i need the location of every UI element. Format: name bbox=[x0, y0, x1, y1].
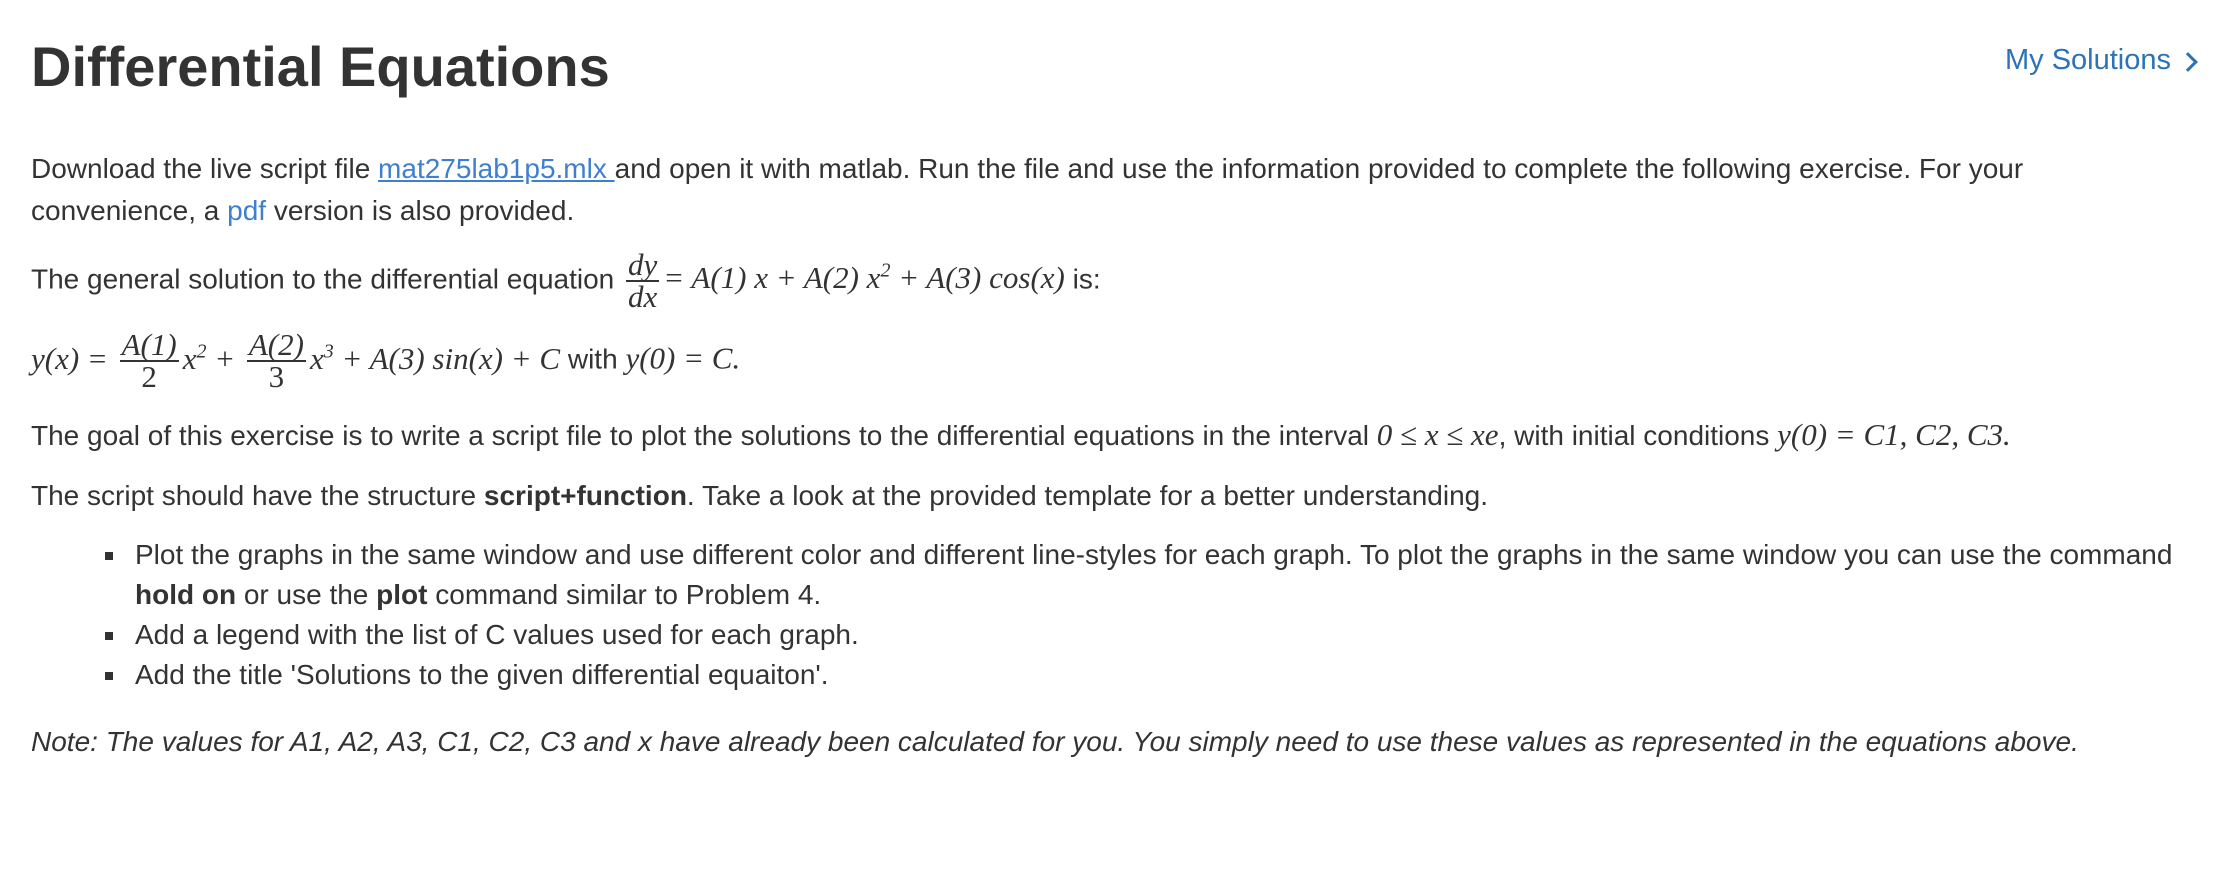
solution-x2: x bbox=[182, 340, 197, 376]
bullet1-text-3: command similar to Problem 4. bbox=[427, 579, 822, 611]
goal-paragraph bbox=[31, 414, 2181, 457]
solution-paragraph bbox=[31, 327, 2181, 395]
intro-text-1: Download the live script file bbox=[31, 153, 379, 184]
bullet1-bold-2: plot bbox=[376, 579, 428, 611]
general-suffix: is: bbox=[1072, 263, 1101, 295]
general-solution-paragraph bbox=[31, 247, 2181, 315]
list-item: Add a legend with the list of C values used for each graph. bbox=[135, 615, 2181, 655]
equation-rhs-a: = A(1) x + A(2) x bbox=[663, 260, 881, 296]
fraction-a2-den: 3 bbox=[268, 359, 285, 395]
bullet1-text-1: Plot the graphs in the same window and use different color and different line-styles for each graph. To plot the graphs in the same window you can use the command bbox=[135, 539, 2173, 571]
list-item: Add the title 'Solutions to the given differential equaiton'. bbox=[135, 655, 2181, 695]
problem-content bbox=[31, 148, 2181, 781]
goal-initial-conditions: y(0) = C1, C2, C3. bbox=[1777, 417, 2011, 453]
chevron-right-icon bbox=[2178, 52, 2198, 72]
solution-with: with bbox=[567, 343, 626, 375]
differential-equation: $\frac{dy}{dx}$ = A(1) x + A(2) $x^2 + A(3)$ cos(x) bbox=[628, 247, 1065, 315]
my-solutions-label: My Solutions bbox=[2004, 44, 2171, 76]
goal-interval: 0 ≤ x ≤ xe bbox=[1376, 417, 1499, 453]
solution-lhs: y(x) = bbox=[31, 340, 108, 376]
fraction-a1-den: 2 bbox=[141, 359, 157, 395]
pdf-link[interactable]: pdf bbox=[227, 195, 267, 226]
dy-dx-fraction bbox=[626, 247, 659, 315]
goal-mid-text: , with initial conditions bbox=[1498, 420, 1778, 452]
instruction-list bbox=[31, 535, 2181, 695]
solution-x3: x bbox=[309, 340, 324, 376]
intro-text-3: version is also provided. bbox=[266, 195, 575, 226]
structure-text-1: The script should have the structure bbox=[31, 480, 484, 512]
solution-initial-condition: y(0) = C. bbox=[625, 340, 741, 376]
fraction-a2 bbox=[247, 327, 306, 395]
fraction-a2-num: A(2) bbox=[248, 327, 304, 363]
fraction-a1-num: A(1) bbox=[121, 327, 177, 363]
structure-text-2: . Take a look at the provided template for a better understanding. bbox=[686, 480, 1489, 512]
structure-paragraph bbox=[31, 475, 2181, 517]
intro-text-2: and open it with matlab. Run the file and use the information provided to complete the following exercise. For your convenience, a bbox=[31, 153, 2024, 226]
intro-paragraph bbox=[31, 148, 2181, 232]
bullet1-bold-1: hold on bbox=[135, 579, 237, 611]
note-text: Note: The values for A1, A2, A3, C1, C2, C3 and x have already been calculated for you. You simply need to use these values as represented in the equations above. bbox=[31, 726, 2079, 758]
my-solutions-link[interactable] bbox=[2005, 44, 2195, 77]
structure-bold: script+function bbox=[483, 480, 687, 512]
page-title: Differential Equations bbox=[31, 35, 610, 98]
live-script-file-link[interactable]: mat275lab1p5.mlx bbox=[378, 153, 615, 184]
equation-rhs-b: + A(3) cos(x) bbox=[890, 260, 1065, 296]
solution-equation: y(x) = $\frac{A(1)}{2}$ $x^2$ + $\frac{A(2)}{3}$ $x^3 + A(3) \sin(x) + C$ bbox=[31, 327, 561, 395]
bullet1-text-2: or use the bbox=[236, 579, 377, 611]
goal-text: The goal of this exercise is to write a script file to plot the solutions to the differential equations in the interval bbox=[31, 420, 1377, 452]
general-prefix: The general solution to the differential equation bbox=[31, 263, 615, 295]
dx-denominator: dx bbox=[628, 279, 658, 315]
dy-numerator: dy bbox=[628, 247, 658, 283]
solution-rest: + A(3) sin(x) + C bbox=[333, 340, 561, 376]
solution-plus: + bbox=[214, 340, 236, 376]
fraction-a1 bbox=[120, 327, 179, 395]
list-item bbox=[135, 535, 2181, 615]
